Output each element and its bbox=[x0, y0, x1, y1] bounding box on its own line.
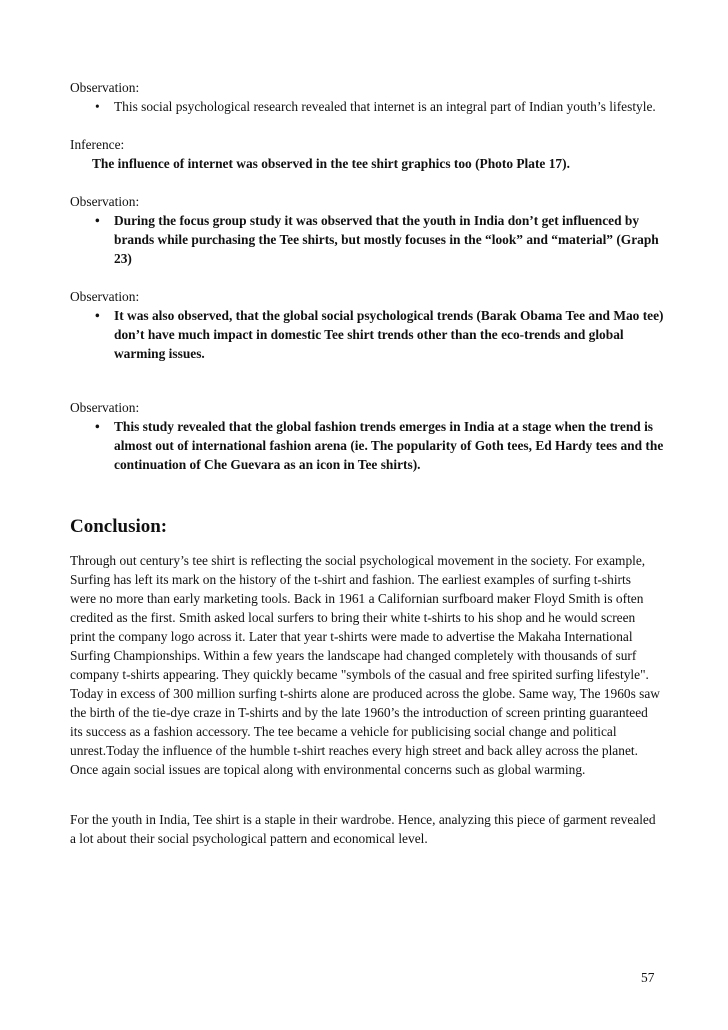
bullet-list bbox=[70, 306, 670, 363]
observation-section-1 bbox=[70, 78, 670, 116]
observation-section-2 bbox=[70, 192, 670, 268]
bullet-text: This social psychological research revealed that internet is an integral part of Indian youth’s lifestyle. bbox=[114, 99, 656, 114]
bullet-text: It was also observed, that the global social psychological trends (Barak Obama Tee and Mao tee) don’t have much impact in domestic Tee shirt trends other than the eco-trends and global warming issues. bbox=[114, 308, 664, 361]
bullet-icon: • bbox=[95, 308, 100, 323]
bullet-item bbox=[70, 97, 670, 116]
conclusion-heading: Conclusion: bbox=[70, 516, 168, 537]
section-label: Inference: bbox=[70, 137, 125, 152]
bullet-text: During the focus group study it was observed that the youth in India don’t get influenced by brands while purchasing the Tee shirts, but mostly focuses in the “look” and “material” (Graph 23) bbox=[114, 213, 659, 266]
bullet-icon: • bbox=[95, 213, 100, 228]
section-label: Observation: bbox=[70, 400, 140, 415]
bullet-item bbox=[70, 306, 670, 363]
inference-section bbox=[70, 135, 670, 173]
bullet-item bbox=[70, 417, 670, 474]
bullet-icon: • bbox=[95, 99, 100, 114]
observation-section-3 bbox=[70, 287, 670, 363]
bullet-list bbox=[70, 97, 670, 116]
section-label: Observation: bbox=[70, 289, 140, 304]
inference-text: The influence of internet was observed in the tee shirt graphics too (Photo Plate 17). bbox=[92, 156, 570, 171]
page-number: 57 bbox=[641, 970, 655, 985]
conclusion-paragraph-2: For the youth in India, Tee shirt is a staple in their wardrobe. Hence, analyzing this piece of garment revealed a lot about their social psychological pattern and economical level. bbox=[70, 812, 656, 846]
bullet-text: This study revealed that the global fashion trends emerges in India at a stage when the trend is almost out of international fashion arena (ie. The popularity of Goth tees, Ed Hardy tees and the continuation of Che Guevara as an icon in Tee shirts). bbox=[114, 419, 664, 472]
section-label: Observation: bbox=[70, 194, 140, 209]
conclusion-paragraph-1: Through out century’s tee shirt is reflecting the social psychological movement in the society. For example, Surfing has left its mark on the history of the t-shirt and fashion. The earliest examples of surfing t-shirts were no more than early marketing tools. Back in 1961 a Californian surfboard maker Floyd Smith is often credited as the first. Smith asked local surfers to bring their white t-shirts to his shop and he would screen print the company logo across it. Later that year t-shirts were made to advertise the Makaha International Surfing Championships. Within a few years the landscape had changed completely with thousands of surf company t-shirts appearing. They quickly became "symbols of the casual and free spirited surfing lifestyle". Today in excess of 300 million surfing t-shirts alone are produced across the globe. Same way, The 1960s saw the birth of the tie-dye craze in T-shirts and by the late 1960’s the introduction of screen printing guaranteed its success as a fashion accessory. The tee became a vehicle for publicising social change and political unrest.Today the influence of the humble t-shirt reaches every high street and back alley across the planet. Once again social issues are topical along with environmental concerns such as global warming. bbox=[70, 553, 660, 777]
document-body bbox=[70, 78, 670, 474]
bullet-list bbox=[70, 417, 670, 474]
section-label: Observation: bbox=[70, 80, 140, 95]
bullet-item bbox=[70, 211, 670, 268]
bullet-icon: • bbox=[95, 419, 100, 434]
bullet-list bbox=[70, 211, 670, 268]
observation-section-4 bbox=[70, 398, 670, 474]
